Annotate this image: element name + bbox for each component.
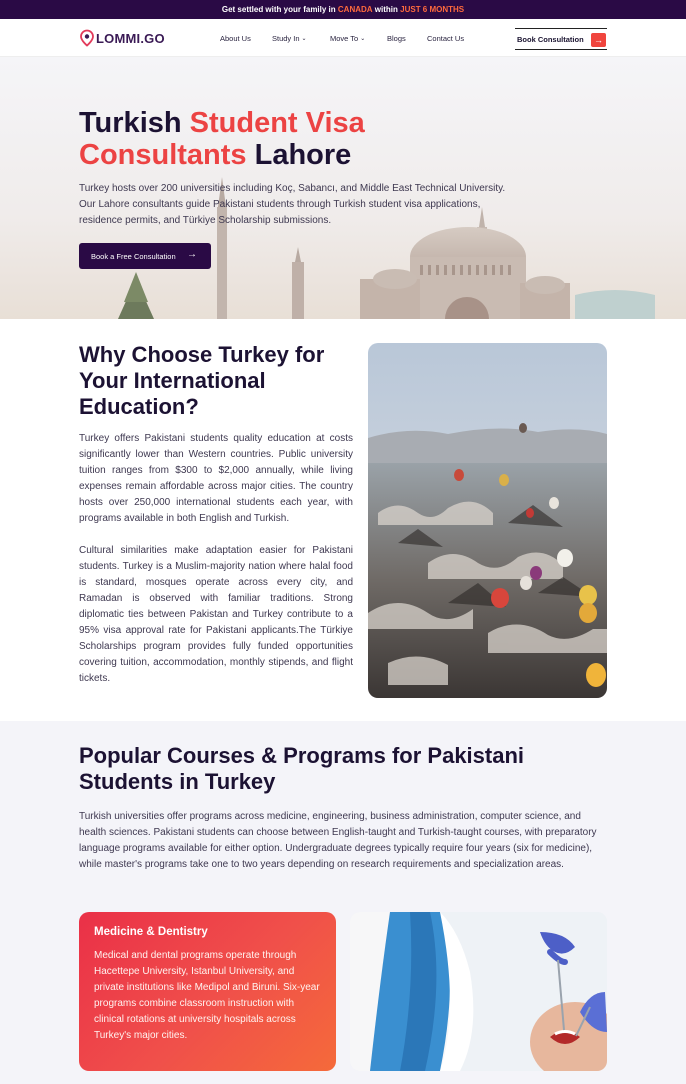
announcement-prefix: Get settled with your family in [221, 5, 338, 14]
hero-section [0, 57, 686, 319]
logo-text: LOMMI.GO [96, 30, 165, 46]
nav-move-to[interactable] [330, 34, 387, 43]
chevron-down-icon: ⌄ [360, 36, 366, 42]
medicine-dentistry-card[interactable] [79, 912, 336, 1071]
nav-label: Blogs [387, 34, 406, 43]
why-body [79, 431, 353, 697]
popular-courses-section [0, 721, 686, 1084]
nav-about-us[interactable] [220, 34, 272, 43]
nav-blogs[interactable] [387, 34, 427, 43]
card-title: Medicine & Dentistry [94, 926, 208, 938]
why-paragraph: Turkey offers Pakistani students quality education at costs significantly lower than Western countries. Public university tuition ranges from $300 to $2,000 annually, while living expenses remain affordable across major cities. The country hosts over 250,000 international students each year, with programs available in both English and Turkish. [79, 433, 353, 524]
hero-title-part1: Turkish [79, 107, 190, 139]
nav-label: Study In [272, 34, 300, 43]
nav-label: Move To [330, 34, 359, 43]
why-title: Why Choose Turkey for Your International Education? [79, 342, 325, 419]
free-consultation-label: Book a Free Consultation [91, 251, 176, 261]
card-body: Medical and dental programs operate through Hacettepe University, Istanbul University, and private institutions like Medipol and Biruni. Six-year programs combine classroom instruction with clinical rotations at university hospitals across Turkey's major cities. [94, 950, 320, 1041]
logo[interactable] [79, 29, 165, 47]
chevron-down-icon: ⌄ [301, 36, 307, 42]
why-paragraph: Cultural similarities make adaptation easier for Pakistani students. Turkey is a Muslim-majority nation where halal food is standard, mosques operate across every city, and Ramadan is observed with familiar traditions. Strong diplomatic ties between Pakistan and Turkey contribute to a 95% visa approval rate for Pakistani applicants.The Türkiye Scholarships program provides fully funded opportunities covering tuition, accommodation, monthly stipends, and flight tickets. [79, 545, 353, 684]
announcement-timeframe: JUST 6 MONTHS [400, 5, 465, 14]
main-nav [220, 34, 487, 43]
hero-title-part2: Lahore [246, 139, 352, 171]
announcement-bar [0, 0, 686, 19]
dentist-patient-image [350, 912, 607, 1071]
arrow-right-icon: → [187, 249, 197, 260]
courses-lead: Turkish universities offer programs across medicine, engineering, business administration, computer science, and health sciences. Pakistani students can choose between English-taught and Turkish-taught courses, with preparatory language programs available for either option. Undergraduate degrees typically require four years (six for medicine), while master's programs take one to two years depending on research requirements and specialization areas. [79, 811, 597, 870]
hero-title [79, 107, 499, 171]
hero-title-red2: Consultants [79, 139, 247, 171]
why-turkey-section [0, 319, 686, 721]
courses-title: Popular Courses & Programs for Pakistani Students in Turkey [79, 743, 525, 794]
nav-study-in[interactable] [272, 34, 330, 43]
free-consultation-button[interactable] [79, 243, 211, 269]
cappadocia-balloons-image [368, 343, 607, 698]
nav-label: Contact Us [427, 34, 465, 43]
site-header [0, 19, 686, 57]
nav-label: About Us [220, 34, 251, 43]
pin-logo-icon [79, 29, 95, 47]
hero-title-red1: Student Visa [189, 107, 365, 139]
arrow-right-icon: → [591, 33, 606, 47]
book-consultation-button[interactable] [515, 28, 607, 50]
book-consultation-label: Book Consultation [517, 34, 584, 44]
nav-contact-us[interactable] [427, 34, 487, 43]
announcement-middle: within [372, 5, 401, 14]
announcement-country: CANADA [337, 5, 373, 14]
hero-lead: Turkey hosts over 200 universities including Koç, Sabancı, and Middle East Technical University. Our Lahore consultants guide Pakistani students through Turkish student visa applications, residence permits, and Türkiye Scholarship submissions. [79, 183, 506, 226]
